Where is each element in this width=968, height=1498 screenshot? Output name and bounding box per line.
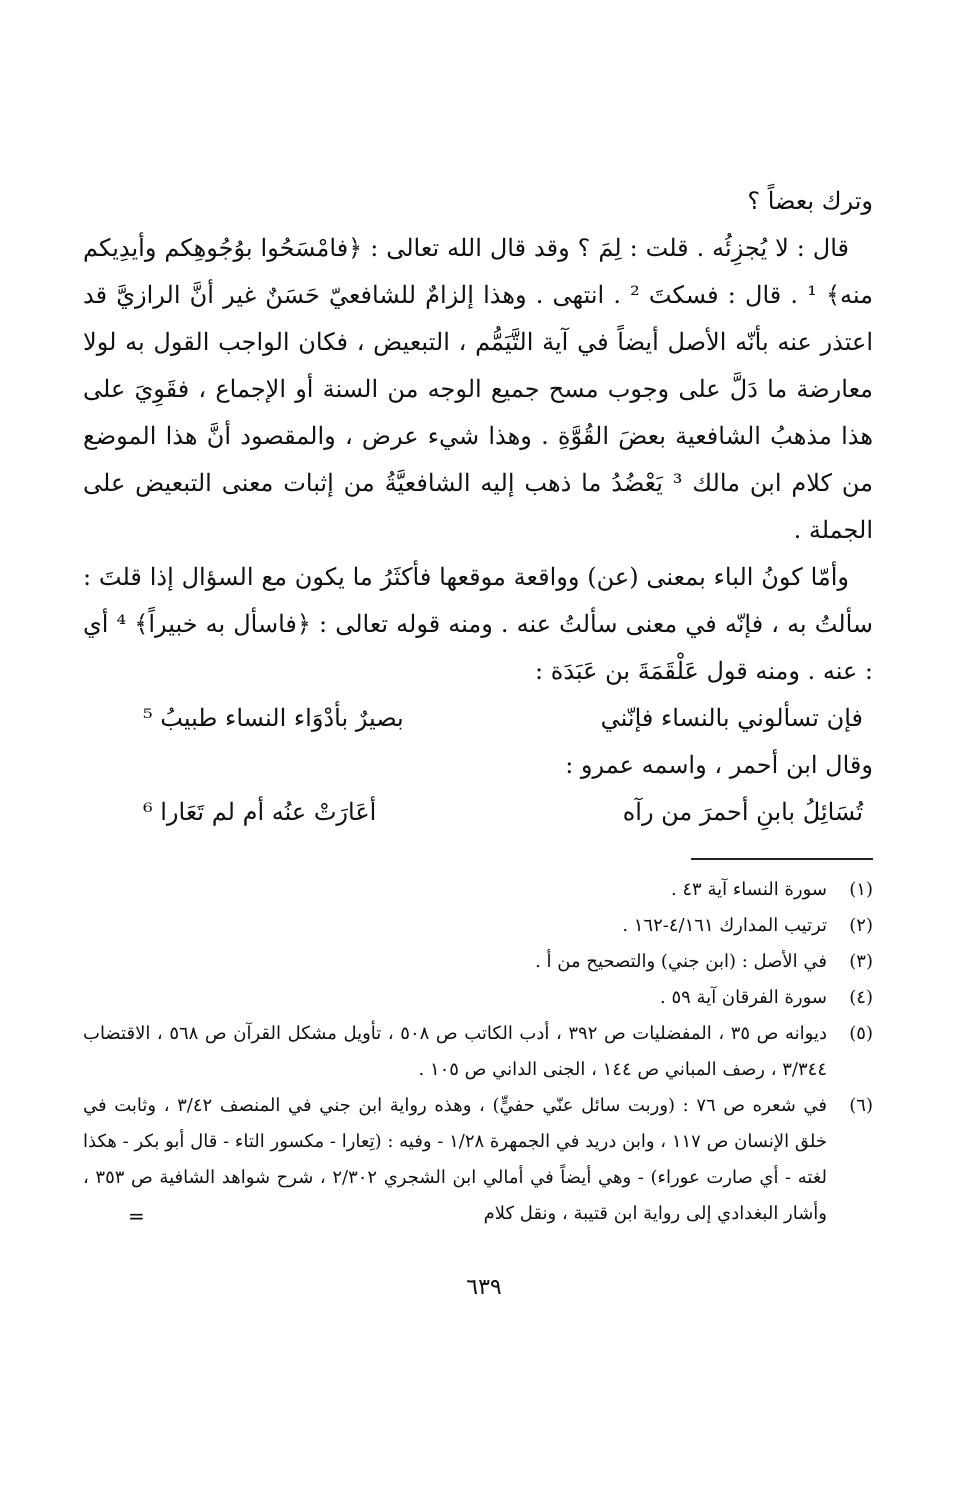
footnote-separator (691, 858, 873, 860)
footnote-5 (83, 1016, 873, 1088)
footnote-number: (٥) (849, 1023, 873, 1044)
footnote-text: في الأصل : (ابن جني) والتصحيح من أ . (535, 951, 827, 972)
footnote-3 (83, 944, 873, 980)
footnote-number: (٦) (849, 1095, 873, 1116)
footnote-text: ديوانه ص ٣٥ ، المفضليات ص ٣٩٢ ، أدب الكاتب ص ٥٠٨ ، تأويل مشكل القرآن ص ٥٦٨ ، الاقتضاب ٣/٣٤٤ ، رصف المباني ص ١٤٤ ، الجنى الداني ص ١٠٥ . (83, 1023, 827, 1080)
verse-2 (143, 789, 863, 836)
page-number: ٦٣٩ (466, 1275, 502, 1300)
footnote-6 (83, 1088, 873, 1232)
footnote-4 (83, 980, 873, 1016)
paragraph-1: وترك بعضاً ؟ (747, 187, 873, 215)
footnote-text: ترتيب المدارك ٤/١٦١-١٦٢ . (622, 915, 827, 936)
footnote-text: في شعره ص ٧٦ : (وربت سائل عنّي حفيٍّ) ، وهذه رواية ابن جني في المنصف ٣/٤٢ ، وثابت في خلق الإنسان ص ١١٧ ، وابن دريد في الجمهرة ١/٢٨ - وفيه : (تِعارا - مكسور التاء - قال أبو بكر - هكذا لغته - أي صارت عوراء) - وهي أيضاً في أمالي ابن الشجري ٢/٣٠٢ ، شرح شواهد الشافية ص ٣٥٣ ، وأشار البغدادي إلى رواية ابن قتيبة ، ونقل كلام (83, 1095, 828, 1224)
footnote-number: (٢) (849, 915, 873, 936)
footnote-text: سورة الفرقان آية ٥٩ . (660, 987, 827, 1008)
footnote-text: سورة النساء آية ٤٣ . (670, 879, 827, 900)
footnote-number: (٤) (849, 987, 873, 1008)
verse-1-first-hemistich: فإن تسألوني بالنساء فإنّني (600, 704, 863, 732)
footnote-1 (83, 872, 873, 908)
verse-2-first-hemistich: تُسَائِلُ بابنِ أحمرَ من رآه (622, 798, 863, 826)
footnote-number: (٣) (849, 951, 873, 972)
verse-2-second-hemistich: أعَارَتْ عنُه أم لم تَعَارا ⁶ (143, 798, 377, 826)
footnote-number: (١) (849, 879, 873, 900)
footnote-2 (83, 908, 873, 944)
paragraph-2: قال : لا يُجزِئُه . قلت : لِمَ ؟ وقد قال الله تعالى : ﴿فامْسَحُوا بوُجُوهِكم وأيدِيكم منه﴾ ¹ . قال : فسكتَ ² . انتهى . وهذا إلزامٌ للشافعيّ حَسَنٌ غير أنَّ الرازيَّ قد اعتذر عنه بأنّه الأصل أيضاً في آية التَّيَمُّم ، التبعيض ، فكان الواجب القول به لولا معارضة ما دَلَّ على وجوب مسح جميع الوجه من السنة أو الإجماع ، فقَوِيَ على هذا مذهبُ الشافعية بعضَ القُوَّةِ . وهذا شيء عرض ، والمقصود أنَّ هذا الموضع من كلام ابن مالك ³ يَعْضُدُ ما ذهب إليه الشافعيَّةُ من إثبات معنى التبعيض على الجملة . (83, 234, 874, 544)
paragraph-3: وأمّا كونُ الباء بمعنى (عن) وواقعة موقعها فأكثَرُ ما يكون مع السؤال إذا قلتَ : سألتُ به ، فإنّه في معنى سألتُ عنه . ومنه قوله تعالى : ﴿فاسأل به خبيراً﴾ ⁴ أي : عنه . ومنه قول عَلْقَمَةَ بن عَبَدَة : (83, 563, 873, 685)
paragraph-4: وقال ابن أحمر ، واسمه عمرو : (565, 751, 873, 779)
verse-1-second-hemistich: بصيرٌ بأدْوَاء النساء طبيبُ ⁵ (143, 704, 404, 732)
continuation-mark: = (128, 1204, 145, 1228)
verse-1 (143, 695, 863, 742)
footnotes (83, 872, 873, 1232)
main-text (83, 178, 873, 836)
